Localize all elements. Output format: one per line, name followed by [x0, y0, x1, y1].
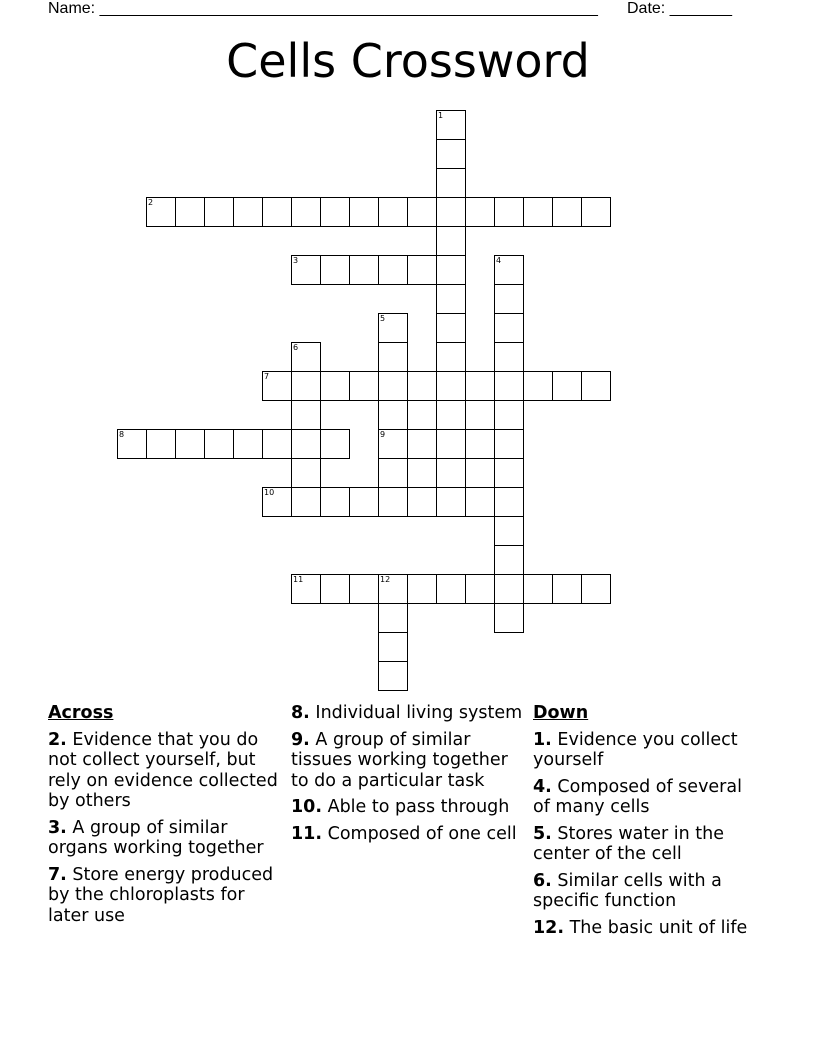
crossword-cell[interactable]	[436, 110, 466, 140]
clue-across-3	[48, 818, 283, 859]
crossword-cell[interactable]	[320, 255, 350, 285]
clue-number: 5.	[533, 823, 552, 844]
crossword-cell[interactable]	[349, 255, 379, 285]
crossword-cell[interactable]	[436, 197, 466, 227]
crossword-cell[interactable]	[349, 574, 379, 604]
crossword-cell[interactable]	[407, 371, 437, 401]
crossword-cell[interactable]	[494, 313, 524, 343]
crossword-cell[interactable]	[291, 487, 321, 517]
clue-number: 4.	[533, 776, 552, 797]
crossword-cell[interactable]	[378, 313, 408, 343]
clue-number: 7.	[48, 864, 67, 885]
crossword-cell[interactable]	[407, 429, 437, 459]
cell-number: 1	[438, 111, 444, 120]
clue-down-4	[533, 777, 758, 818]
cell-number: 6	[293, 343, 299, 352]
crossword-cell[interactable]	[436, 255, 466, 285]
down-heading: Down	[533, 703, 589, 723]
crossword-cell[interactable]	[320, 371, 350, 401]
crossword-cell[interactable]	[494, 574, 524, 604]
crossword-cell[interactable]	[494, 255, 524, 285]
crossword-cell[interactable]	[407, 487, 437, 517]
crossword-cell[interactable]	[494, 197, 524, 227]
crossword-cell[interactable]	[320, 197, 350, 227]
crossword-cell[interactable]	[465, 197, 495, 227]
crossword-cell[interactable]	[349, 197, 379, 227]
crossword-cell[interactable]	[436, 574, 466, 604]
cell-number: 12	[380, 575, 391, 584]
clue-down-1	[533, 730, 758, 771]
cell-number: 4	[496, 256, 502, 265]
crossword-cell[interactable]	[407, 574, 437, 604]
crossword-cell[interactable]	[262, 371, 292, 401]
crossword-cell[interactable]	[494, 516, 524, 546]
crossword-cell[interactable]	[378, 603, 408, 633]
crossword-cell[interactable]	[552, 574, 582, 604]
date-field-label: Date: _______	[627, 0, 732, 17]
crossword-cell[interactable]	[436, 429, 466, 459]
crossword-cell[interactable]	[204, 197, 234, 227]
crossword-cell[interactable]	[465, 429, 495, 459]
crossword-cell[interactable]	[494, 487, 524, 517]
clues-column-2	[291, 703, 526, 850]
crossword-cell[interactable]	[233, 429, 263, 459]
clue-number: 10.	[291, 797, 323, 817]
clue-number: 11.	[291, 823, 323, 844]
crossword-cell[interactable]	[378, 661, 408, 691]
cell-number: 9	[380, 430, 386, 439]
crossword-cell[interactable]	[175, 429, 205, 459]
crossword-cell[interactable]	[523, 197, 553, 227]
cell-number: 5	[380, 314, 386, 323]
crossword-cell[interactable]	[378, 371, 408, 401]
crossword-cell[interactable]	[465, 487, 495, 517]
clue-number: 6.	[533, 870, 552, 891]
crossword-cell[interactable]	[233, 197, 263, 227]
cell-number: 10	[264, 488, 275, 497]
crossword-cell[interactable]	[262, 197, 292, 227]
crossword-cell[interactable]	[349, 371, 379, 401]
crossword-cell[interactable]	[378, 574, 408, 604]
clue-across-9	[291, 730, 526, 792]
crossword-cell[interactable]	[378, 197, 408, 227]
crossword-cell[interactable]	[291, 458, 321, 488]
crossword-cell[interactable]	[436, 139, 466, 169]
crossword-cell[interactable]	[320, 429, 350, 459]
clue-down-6	[533, 871, 758, 912]
crossword-cell[interactable]	[320, 574, 350, 604]
crossword-cell[interactable]	[349, 487, 379, 517]
crossword-cell[interactable]	[436, 371, 466, 401]
clue-text: Store energy produced by the chloroplasts for later use	[48, 864, 274, 926]
crossword-cell[interactable]	[204, 429, 234, 459]
clue-across-11	[291, 824, 526, 845]
crossword-cell[interactable]	[291, 255, 321, 285]
cell-number: 3	[293, 256, 299, 265]
clue-text: The basic unit of life	[569, 917, 748, 938]
crossword-cell[interactable]	[291, 429, 321, 459]
crossword-cell[interactable]	[465, 574, 495, 604]
crossword-cell[interactable]	[378, 458, 408, 488]
clue-text: A group of similar tissues working together to do a particular task	[291, 729, 508, 791]
clue-text: Evidence you collect yourself	[533, 729, 738, 770]
clue-number: 9.	[291, 729, 310, 750]
clue-across-2	[48, 730, 283, 812]
crossword-cell[interactable]	[291, 400, 321, 430]
crossword-cell[interactable]	[494, 429, 524, 459]
crossword-cell[interactable]	[407, 197, 437, 227]
across-heading: Across	[48, 703, 114, 723]
crossword-cell[interactable]	[407, 255, 437, 285]
crossword-cell[interactable]	[117, 429, 147, 459]
clue-text: Similar cells with a specific function	[533, 870, 722, 911]
clue-down-5	[533, 824, 758, 865]
crossword-cell[interactable]	[494, 371, 524, 401]
clue-text: Composed of several of many cells	[533, 776, 742, 817]
clue-text: Individual living system	[315, 703, 523, 723]
crossword-cell[interactable]	[291, 574, 321, 604]
clue-text: Evidence that you do not collect yourself, but rely on evidence collected by others	[48, 729, 278, 811]
crossword-cell[interactable]	[581, 574, 611, 604]
crossword-cell[interactable]	[262, 487, 292, 517]
cell-number: 8	[119, 430, 125, 439]
clue-number: 8.	[291, 703, 310, 723]
crossword-cell[interactable]	[436, 168, 466, 198]
crossword-cell[interactable]	[378, 487, 408, 517]
clue-number: 3.	[48, 817, 67, 838]
clue-number: 12.	[533, 917, 565, 938]
clue-across-10	[291, 797, 526, 818]
crossword-cell[interactable]	[436, 400, 466, 430]
clue-number: 1.	[533, 729, 552, 750]
crossword-cell[interactable]	[378, 429, 408, 459]
crossword-cell[interactable]	[523, 574, 553, 604]
crossword-cell[interactable]	[291, 342, 321, 372]
clues-column-3	[533, 703, 758, 944]
crossword-cell[interactable]	[146, 429, 176, 459]
crossword-cell[interactable]	[494, 400, 524, 430]
crossword-cell[interactable]	[291, 197, 321, 227]
crossword-cell[interactable]	[436, 342, 466, 372]
crossword-cell[interactable]	[552, 371, 582, 401]
crossword-cell[interactable]	[436, 313, 466, 343]
crossword-cell[interactable]	[291, 371, 321, 401]
clue-across-8	[291, 703, 526, 724]
crossword-cell[interactable]	[320, 487, 350, 517]
clue-down-12	[533, 918, 758, 939]
clue-number: 2.	[48, 729, 67, 750]
crossword-cell[interactable]	[262, 429, 292, 459]
crossword-cell[interactable]	[494, 284, 524, 314]
crossword-cell[interactable]	[436, 487, 466, 517]
crossword-cell[interactable]	[494, 545, 524, 575]
clue-text: Composed of one cell	[327, 823, 517, 844]
crossword-cell[interactable]	[436, 226, 466, 256]
clue-text: Stores water in the center of the cell	[533, 823, 724, 864]
crossword-cell[interactable]	[581, 371, 611, 401]
crossword-cell[interactable]	[146, 197, 176, 227]
crossword-cell[interactable]	[494, 458, 524, 488]
cell-number: 11	[293, 575, 304, 584]
clues-column-1	[48, 703, 283, 932]
clue-across-7	[48, 865, 283, 927]
crossword-cell[interactable]	[378, 632, 408, 662]
cell-number: 2	[148, 198, 154, 207]
crossword-cell[interactable]	[465, 371, 495, 401]
page-title: Cells Crossword	[226, 34, 590, 88]
clue-text: Able to pass through	[327, 797, 510, 817]
cell-number: 7	[264, 372, 270, 381]
crossword-cell[interactable]	[494, 603, 524, 633]
crossword-cell[interactable]	[378, 400, 408, 430]
name-field-label: Name: ________________________________________________________	[48, 0, 598, 17]
crossword-cell[interactable]	[436, 284, 466, 314]
crossword-cell[interactable]	[552, 197, 582, 227]
crossword-cell[interactable]	[494, 342, 524, 372]
crossword-cell[interactable]	[378, 342, 408, 372]
crossword-cell[interactable]	[581, 197, 611, 227]
crossword-cell[interactable]	[523, 371, 553, 401]
crossword-cell[interactable]	[436, 458, 466, 488]
crossword-cell[interactable]	[378, 255, 408, 285]
clue-text: A group of similar organs working together	[48, 817, 264, 858]
crossword-cell[interactable]	[175, 197, 205, 227]
